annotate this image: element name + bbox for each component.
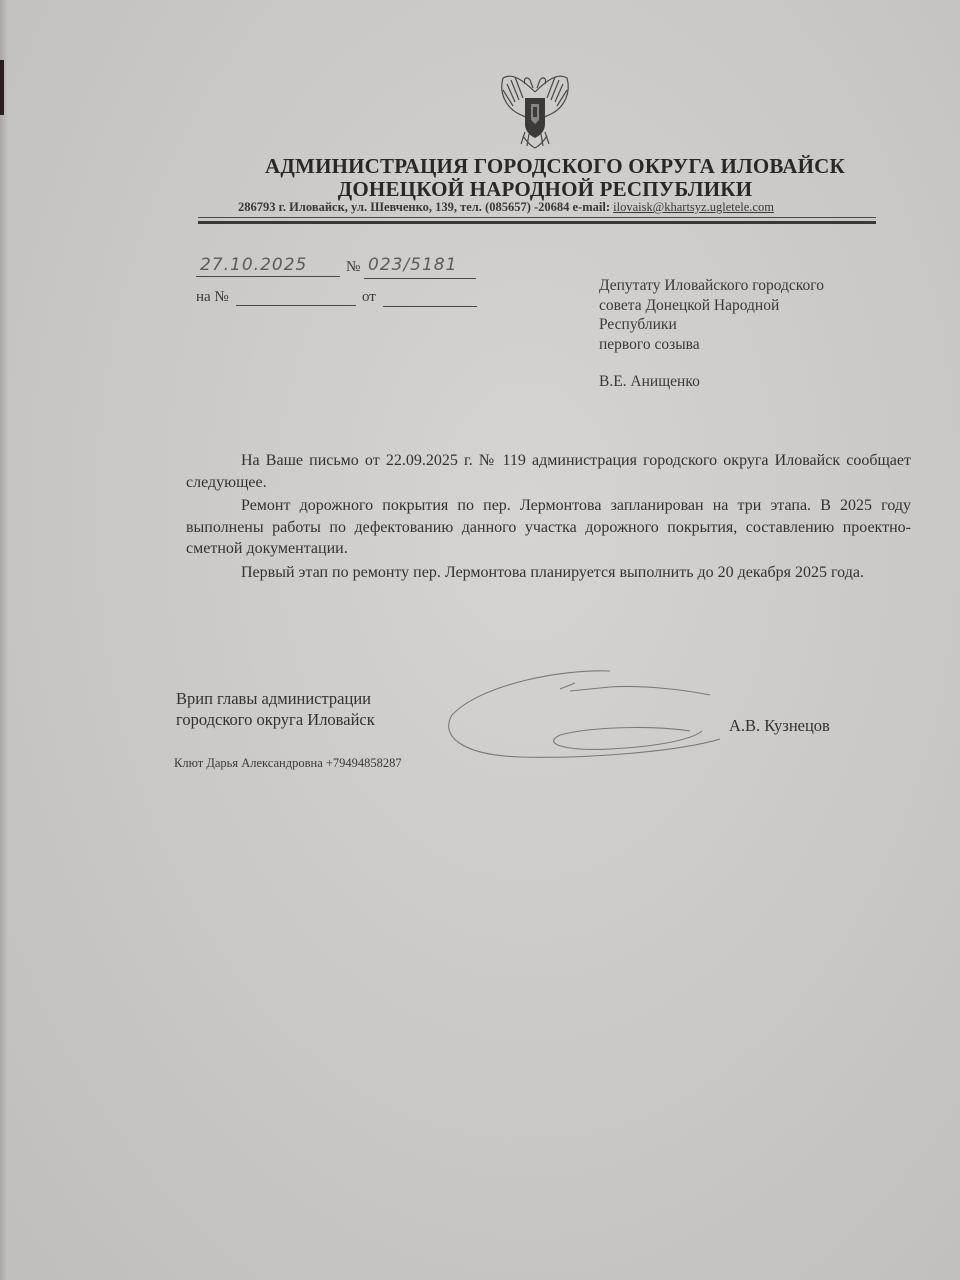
outgoing-number: 023/5181 [368, 255, 458, 275]
paper-edge [0, 0, 8, 1280]
letter-body [186, 450, 911, 583]
outgoing-date: 27.10.2025 [200, 255, 308, 275]
recipient-block [599, 276, 824, 392]
org-name-line2: ДОНЕЦКОЙ НАРОДНОЙ РЕСПУБЛИКИ [337, 177, 753, 201]
from-label: от [362, 289, 376, 305]
org-name-line1: АДМИНИСТРАЦИЯ ГОРОДСКОГО ОКРУГА ИЛОВАЙСК [265, 154, 845, 178]
address-text: 286793 г. Иловайск, ул. Шевченко, 139, тел. (085657) -20684 e-mail: [238, 200, 614, 214]
handwritten-signature-icon [440, 665, 720, 765]
header-divider [198, 215, 876, 225]
recipient-line: Депутату Иловайского городского [599, 277, 825, 294]
recipient-line: первого созыва [599, 335, 700, 353]
body-paragraph: На Ваше письмо от 22.09.2025 г. № 119 администрация городского округа Иловайск сообщает следующее. [186, 452, 911, 491]
divider-thick-line [198, 221, 876, 224]
signer-position [176, 688, 375, 730]
recipient-line: совета Донецкой Народной [599, 296, 780, 314]
recipient-name: В.Е. Анищенко [599, 373, 700, 390]
executor-contact: Клют Дарья Александровна +79494858287 [174, 756, 402, 770]
date-underline [196, 276, 340, 277]
number-label: № [346, 259, 361, 275]
dpr-coat-of-arms-icon [495, 62, 575, 152]
org-address [238, 200, 774, 215]
position-line: Врип главы администрации [176, 689, 371, 708]
body-paragraph: Ремонт дорожного покрытия по пер. Лермонтова запланирован на три этапа. В 2025 году выполнены работы по дефектованию данного участка дорожного покрытия, составлению проектно-сметной документации. [186, 497, 911, 557]
body-paragraph: Первый этап по ремонту пер. Лермонтова планируется выполнить до 20 декабря 2025 года. [241, 563, 864, 581]
number-underline [364, 278, 476, 279]
signer-name: А.В. Кузнецов [729, 716, 830, 735]
recipient-line: Республики [599, 316, 677, 333]
divider-thin-line [198, 217, 876, 218]
from-date-field [383, 306, 477, 307]
email-link[interactable]: ilovaisk@khartsyz.ugletele.com [613, 200, 774, 214]
reply-to-label: на № [196, 289, 229, 305]
reply-to-number-field [236, 305, 356, 306]
background-shadow [0, 60, 4, 115]
position-line: городского округа Иловайск [176, 710, 375, 729]
